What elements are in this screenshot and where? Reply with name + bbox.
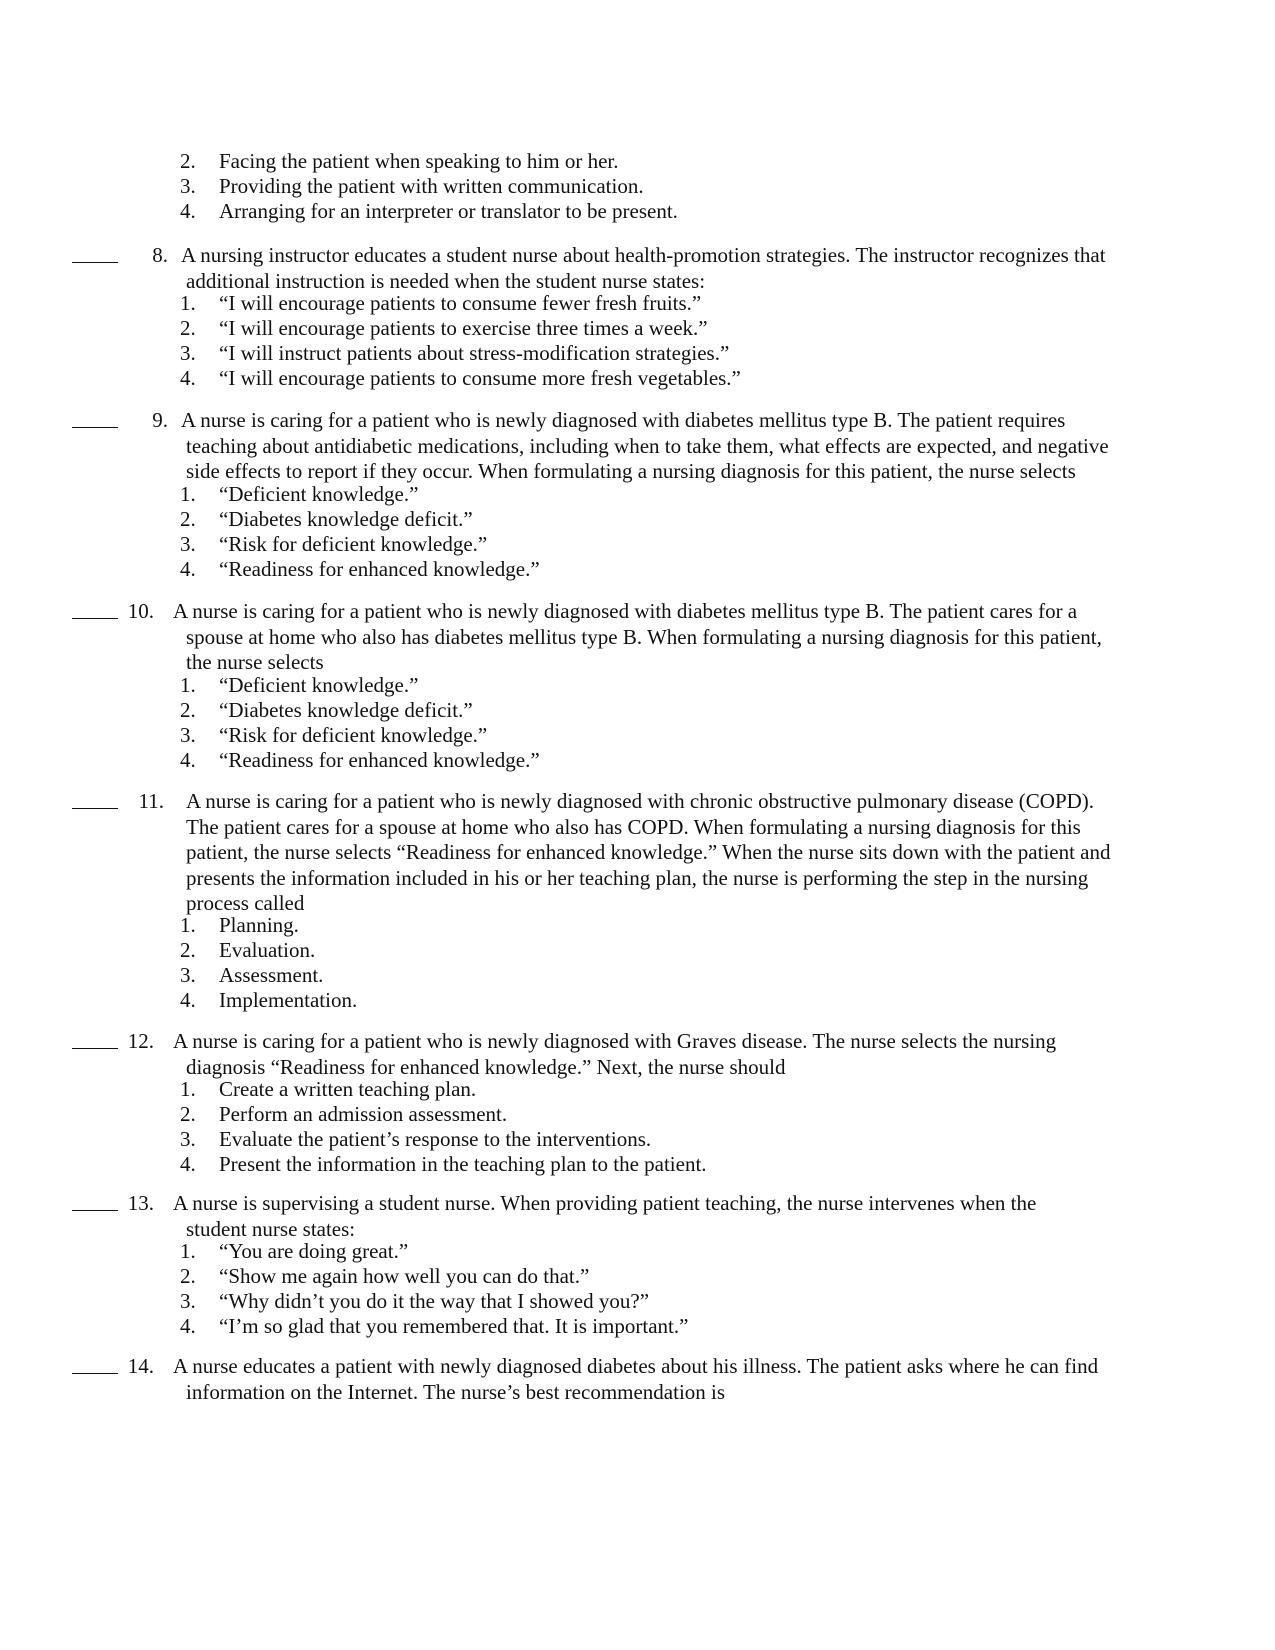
stem-line: A nurse is caring for a patient who is newly diagnosed with diabetes mellitus type B. The patient cares for a — [173, 599, 1078, 623]
question-stem — [173, 1354, 1196, 1405]
option-text: Assessment. — [219, 963, 324, 987]
option — [0, 1102, 1275, 1127]
option-text: “Deficient knowledge.” — [219, 482, 419, 506]
option-text: “Readiness for enhanced knowledge.” — [219, 557, 540, 581]
question-number: 11. — [138, 789, 164, 813]
option — [0, 673, 1275, 698]
stem-line: process called — [186, 891, 305, 915]
option — [0, 698, 1275, 723]
stem-line: A nurse educates a patient with newly diagnosed diabetes about his illness. The patient asks where he can find — [173, 1354, 1099, 1378]
answer-blank-line — [72, 1048, 118, 1049]
stem-line: spouse at home who also has diabetes mellitus type B. When formulating a nursing diagnosis for this patient, — [186, 624, 1102, 649]
option-number: 1. — [180, 482, 196, 506]
option-number: 4. — [180, 988, 196, 1012]
question-8 — [0, 243, 1275, 390]
option — [0, 963, 1275, 988]
stem-line: A nurse is caring for a patient who is newly diagnosed with Graves disease. The nurse selects the nursing — [173, 1029, 1057, 1053]
option — [0, 366, 1275, 391]
option-text: Perform an admission assessment. — [219, 1102, 508, 1126]
stem-line: A nurse is supervising a student nurse. When providing patient teaching, the nurse intervenes when the — [173, 1191, 1037, 1215]
option-number: 3. — [180, 174, 196, 198]
answer-blank-line — [72, 618, 118, 619]
option — [0, 557, 1275, 582]
option-text: “Diabetes knowledge deficit.” — [219, 698, 473, 722]
option — [0, 723, 1275, 748]
carryover-options — [0, 149, 1275, 224]
option-text: “Diabetes knowledge deficit.” — [219, 507, 473, 531]
option-number: 2. — [180, 149, 196, 173]
question-number: 13. — [127, 1191, 154, 1215]
option-text: “Risk for deficient knowledge.” — [219, 723, 488, 747]
option-text: “I will instruct patients about stress-modification strategies.” — [219, 341, 730, 365]
option — [0, 532, 1275, 557]
option-number: 4. — [180, 366, 196, 390]
question-10 — [0, 599, 1275, 772]
question-12 — [0, 1029, 1275, 1176]
option-number: 3. — [180, 1289, 196, 1313]
option-number: 3. — [180, 341, 196, 365]
stem-line: A nursing instructor educates a student nurse about health-promotion strategies. The instructor recognizes that — [181, 243, 1106, 267]
question-13 — [0, 1191, 1275, 1338]
option-number: 1. — [180, 673, 196, 697]
option-number: 1. — [180, 1077, 196, 1101]
question-stem — [181, 408, 1196, 485]
option — [0, 913, 1275, 938]
option-number: 1. — [180, 291, 196, 315]
stem-line: teaching about antidiabetic medications, including when to take them, what effects are expected, and negative — [186, 433, 1109, 458]
answer-blank[interactable] — [72, 1354, 118, 1379]
question-stem — [173, 599, 1196, 676]
option-text: “You are doing great.” — [219, 1239, 409, 1263]
option — [0, 1239, 1275, 1264]
answer-blank-line — [72, 427, 118, 428]
question-11 — [0, 789, 1275, 1012]
option-number: 4. — [180, 1314, 196, 1338]
option-text: Planning. — [219, 913, 299, 937]
option-text: “Deficient knowledge.” — [219, 673, 419, 697]
option-list — [0, 1077, 1275, 1177]
option-text: “Why didn’t you do it the way that I showed you?” — [219, 1289, 650, 1313]
option-number: 2. — [180, 1264, 196, 1288]
stem-line: The patient cares for a spouse at home who also has COPD. When formulating a nursing diagnosis for this — [186, 814, 1081, 839]
option-text: “I’m so glad that you remembered that. It is important.” — [219, 1314, 689, 1338]
option — [0, 341, 1275, 366]
option-number: 3. — [180, 1127, 196, 1151]
option — [0, 174, 1275, 199]
option-text: “I will encourage patients to exercise three times a week.” — [219, 316, 708, 340]
option-text: “Show me again how well you can do that.” — [219, 1264, 590, 1288]
question-stem — [186, 789, 1196, 917]
option-number: 4. — [180, 1152, 196, 1176]
answer-blank[interactable] — [72, 1029, 118, 1054]
option-list — [0, 291, 1275, 391]
option-text: Arranging for an interpreter or translator to be present. — [219, 199, 678, 223]
answer-blank[interactable] — [72, 789, 118, 814]
option-number: 2. — [180, 507, 196, 531]
question-number: 12. — [127, 1029, 154, 1053]
stem-line: A nurse is caring for a patient who is newly diagnosed with chronic obstructive pulmonary disease (COPD). — [186, 789, 1095, 813]
question-stem — [173, 1029, 1196, 1080]
stem-line: student nurse states: — [186, 1216, 356, 1241]
option — [0, 1077, 1275, 1102]
answer-blank-line — [72, 262, 118, 263]
option — [0, 1264, 1275, 1289]
stem-line: the nurse selects — [186, 650, 324, 674]
question-number: 9. — [152, 408, 168, 432]
option-number: 1. — [180, 913, 196, 937]
option — [0, 1127, 1275, 1152]
option — [0, 1289, 1275, 1314]
answer-blank[interactable] — [72, 599, 118, 624]
option-text: Implementation. — [219, 988, 358, 1012]
stem-line: presents the information included in his or her teaching plan, the nurse is performing the step in the nursing — [186, 865, 1089, 890]
question-number: 8. — [152, 243, 168, 267]
option-text: Facing the patient when speaking to him or her. — [219, 149, 619, 173]
option-text: Create a written teaching plan. — [219, 1077, 477, 1101]
option-number: 3. — [180, 963, 196, 987]
question-number: 10. — [127, 599, 154, 623]
question-stem — [173, 1191, 1196, 1242]
option — [0, 938, 1275, 963]
option-list — [0, 673, 1275, 773]
option-number: 3. — [180, 532, 196, 556]
answer-blank-line — [72, 1210, 118, 1211]
answer-blank[interactable] — [72, 243, 118, 268]
answer-blank[interactable] — [72, 1191, 118, 1216]
option-number: 4. — [180, 748, 196, 772]
option — [0, 149, 1275, 174]
option-number: 4. — [180, 199, 196, 223]
option — [0, 507, 1275, 532]
option — [0, 291, 1275, 316]
stem-line: A nurse is caring for a patient who is newly diagnosed with diabetes mellitus type B. The patient requires — [181, 408, 1066, 432]
option — [0, 1314, 1275, 1339]
option-text: “Risk for deficient knowledge.” — [219, 532, 488, 556]
option-text: Evaluation. — [219, 938, 316, 962]
answer-blank-line — [72, 808, 118, 809]
option-number: 2. — [180, 698, 196, 722]
question-9 — [0, 408, 1275, 581]
option — [0, 316, 1275, 341]
question-stem — [181, 243, 1196, 294]
option-number: 2. — [180, 1102, 196, 1126]
option-list — [0, 913, 1275, 1013]
option-text: Evaluate the patient’s response to the interventions. — [219, 1127, 652, 1151]
option — [0, 199, 1275, 224]
option — [0, 1152, 1275, 1177]
stem-line: additional instruction is needed when the student nurse states: — [186, 268, 706, 293]
option-number: 4. — [180, 557, 196, 581]
stem-line: information on the Internet. The nurse’s best recommendation is — [186, 1379, 726, 1404]
question-number: 14. — [127, 1354, 154, 1378]
option-number: 3. — [180, 723, 196, 747]
answer-blank-line — [72, 1373, 118, 1374]
option — [0, 748, 1275, 773]
option-text: Present the information in the teaching plan to the patient. — [219, 1152, 707, 1176]
stem-line: side effects to report if they occur. When formulating a nursing diagnosis for this patient, the nurse selects — [186, 459, 1076, 483]
option-list — [0, 482, 1275, 582]
option-text: “Readiness for enhanced knowledge.” — [219, 748, 540, 772]
option-number: 2. — [180, 938, 196, 962]
stem-line: diagnosis “Readiness for enhanced knowledge.” Next, the nurse should — [186, 1054, 786, 1079]
option-text: Providing the patient with written communication. — [219, 174, 644, 198]
stem-line: patient, the nurse selects “Readiness for enhanced knowledge.” When the nurse sits down with the patient and — [186, 840, 1111, 864]
option-text: “I will encourage patients to consume more fresh vegetables.” — [219, 366, 741, 390]
option — [0, 482, 1275, 507]
answer-blank[interactable] — [72, 408, 118, 433]
option-list — [0, 1239, 1275, 1339]
option-number: 2. — [180, 316, 196, 340]
option — [0, 988, 1275, 1013]
option-text: “I will encourage patients to consume fewer fresh fruits.” — [219, 291, 702, 315]
option-number: 1. — [180, 1239, 196, 1263]
